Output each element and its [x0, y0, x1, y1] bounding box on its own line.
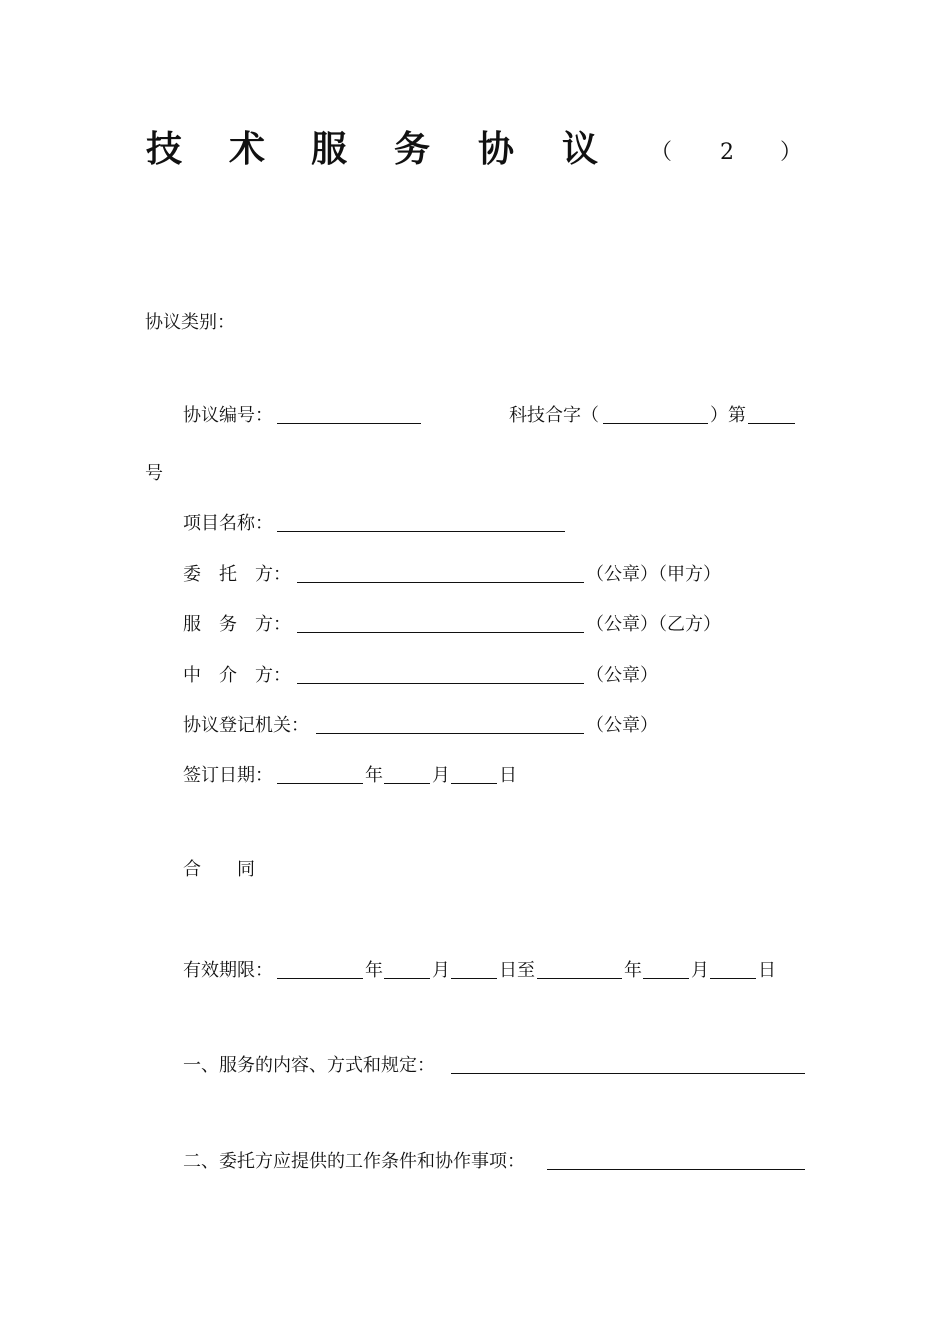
registrar-field[interactable]	[316, 733, 584, 734]
project-name-field[interactable]	[277, 531, 565, 532]
tech-code-suffix: ）第	[710, 405, 746, 426]
title-char: 术	[229, 129, 266, 170]
validity-start-month-field[interactable]	[384, 978, 430, 979]
validity-month2-label: 月	[691, 960, 709, 981]
agreement-no-field[interactable]	[277, 423, 421, 424]
title-number: 2	[720, 140, 734, 165]
principal-seal-note: （公章）（甲方）	[586, 564, 721, 585]
title-char: 协	[478, 129, 515, 170]
project-name-label: 项目名称：	[183, 513, 273, 534]
intermediary-label: 中 介 方：	[183, 665, 291, 686]
title-char: 技	[146, 129, 183, 170]
sign-month-field[interactable]	[384, 783, 430, 784]
agreement-no-label: 协议编号：	[183, 405, 273, 426]
validity-month-label: 月	[432, 960, 450, 981]
contract-heading: 合 同	[183, 859, 255, 880]
category-label: 协议类别：	[145, 312, 235, 333]
sign-year-field[interactable]	[277, 783, 363, 784]
title-char: 议	[562, 129, 599, 170]
clause-2-field[interactable]	[547, 1169, 805, 1170]
sign-day-field[interactable]	[451, 783, 497, 784]
principal-field[interactable]	[297, 582, 584, 583]
clause-2-label: 二、委托方应提供的工作条件和协作事项：	[183, 1151, 525, 1172]
validity-year-label: 年	[365, 960, 383, 981]
principal-label: 委 托 方：	[183, 564, 291, 585]
title-paren-close: ）	[780, 140, 803, 165]
clause-1-field[interactable]	[451, 1073, 805, 1074]
clause-1-label: 一、服务的内容、方式和规定：	[183, 1055, 435, 1076]
validity-end-day-field[interactable]	[710, 978, 756, 979]
validity-day-to-label: 日至	[499, 960, 535, 981]
tech-code-prefix: 科技合字（	[509, 405, 599, 426]
validity-end-month-field[interactable]	[643, 978, 689, 979]
sign-year-label: 年	[365, 765, 383, 786]
validity-day2-label: 日	[758, 960, 776, 981]
title-paren-open: （	[650, 140, 673, 165]
validity-end-year-field[interactable]	[537, 978, 622, 979]
tech-number-field[interactable]	[748, 423, 795, 424]
intermediary-field[interactable]	[297, 683, 584, 684]
validity-label: 有效期限：	[183, 960, 273, 981]
hao-label: 号	[145, 463, 163, 484]
title-char: 服	[311, 129, 348, 170]
intermediary-seal-note: （公章）	[586, 665, 658, 686]
sign-day-label: 日	[499, 765, 517, 786]
sign-date-label: 签订日期：	[183, 765, 273, 786]
service-party-field[interactable]	[297, 632, 584, 633]
title-char: 务	[394, 129, 431, 170]
registrar-seal-note: （公章）	[586, 715, 658, 736]
registrar-label: 协议登记机关：	[183, 715, 309, 736]
sign-month-label: 月	[432, 765, 450, 786]
validity-start-year-field[interactable]	[277, 978, 363, 979]
service-party-label: 服 务 方：	[183, 614, 291, 635]
service-seal-note: （公章）（乙方）	[586, 614, 721, 635]
tech-code-field[interactable]	[603, 423, 708, 424]
validity-start-day-field[interactable]	[451, 978, 497, 979]
validity-year2-label: 年	[624, 960, 642, 981]
